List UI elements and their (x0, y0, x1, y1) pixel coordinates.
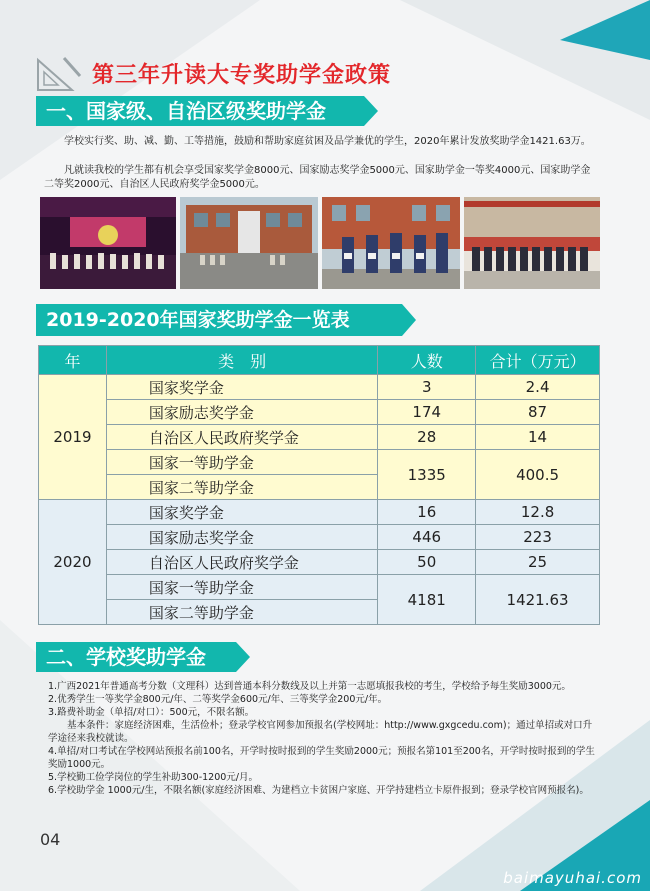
table-row (39, 450, 600, 475)
count-cell: 446 (378, 525, 476, 550)
section2-heading: 二、学校奖助学金 (36, 642, 236, 672)
rule-item: 基本条件：家庭经济困难，生活俭朴；登录学校官网参加预报名(学校网址：http://www.gxgcedu.com)；通过单招或对口升学途径来我校就读。 (48, 720, 593, 744)
table-row (39, 375, 600, 400)
count-cell: 4181 (378, 575, 476, 625)
count-cell: 1335 (378, 450, 476, 500)
table-header-row (39, 346, 600, 375)
grant-table (38, 345, 600, 625)
table-row (39, 425, 600, 450)
rule-item: 3.路费补助金（单招/对口）：500元，不限名额。 (48, 707, 255, 718)
page-header (34, 54, 634, 90)
rule-item: 4.单招/对口考试在学校网站预报名前100名，开学时按时报到的学生奖励2000元；预报名第101至200名，开学时按时报到的学生奖励1000元。 (48, 746, 595, 770)
page-title: 第三年升读大专奖助学金政策 (92, 63, 392, 88)
table-row (39, 500, 600, 525)
total-cell: 87 (476, 400, 600, 425)
students-certificates-photo (322, 197, 460, 289)
total-cell: 2.4 (476, 375, 600, 400)
table-row (39, 525, 600, 550)
column-header-count: 人数 (378, 346, 476, 375)
year-cell-2020: 2020 (39, 500, 107, 625)
rule-item: 6.学校助学金 1000元/生，不限名额(家庭经济困难、为建档立卡贫困户家庭、开学持建档立卡原件报到；登录学校官网预报名)。 (48, 785, 589, 796)
ruler-triangle-icon (34, 54, 82, 94)
category-cell: 国家二等助学金 (106, 475, 377, 500)
column-header-total: 合计（万元） (476, 346, 600, 375)
total-cell: 14 (476, 425, 600, 450)
photo-strip (40, 197, 600, 289)
total-cell: 223 (476, 525, 600, 550)
section1-paragraph-2: 凡就读我校的学生都有机会享受国家奖学金8000元、国家励志奖学金5000元、国家助学金一等奖4000元、国家助学金二等奖2000元、自治区人民政府奖学金5000元。 (44, 165, 591, 190)
group-photo (464, 197, 600, 289)
school-scholarship-rules (48, 680, 600, 797)
category-cell: 国家一等助学金 (106, 575, 377, 600)
category-cell: 自治区人民政府奖学金 (106, 425, 377, 450)
column-header-year: 年 (39, 346, 107, 375)
page-number: 04 (40, 830, 61, 849)
category-cell: 国家二等助学金 (106, 600, 377, 625)
stage-award-photo (40, 197, 176, 289)
total-cell: 400.5 (476, 450, 600, 500)
category-cell: 国家一等助学金 (106, 450, 377, 475)
watermark: baimayuhai.com (503, 869, 642, 887)
count-cell: 3 (378, 375, 476, 400)
total-cell: 1421.63 (476, 575, 600, 625)
rule-item: 2.优秀学生一等奖学金800元/年、二等奖学金600元/年、三等奖学金200元/年。 (48, 694, 388, 705)
section1-paragraph-1: 学校实行奖、助、减、勤、工等措施，鼓励和帮助家庭贫困及品学兼优的学生，2020年累计发放奖助学金1421.63万。 (64, 136, 591, 147)
count-cell: 28 (378, 425, 476, 450)
table-row (39, 400, 600, 425)
category-cell: 国家励志奖学金 (106, 525, 377, 550)
count-cell: 174 (378, 400, 476, 425)
table-row (39, 575, 600, 600)
building-steps-photo (180, 197, 318, 289)
table-title: 2019-2020年国家奖助学金一览表 (36, 304, 402, 336)
count-cell: 16 (378, 500, 476, 525)
table-row (39, 550, 600, 575)
rule-item: 5.学校勤工俭学岗位的学生补助300-1200元/月。 (48, 772, 259, 783)
count-cell: 50 (378, 550, 476, 575)
category-cell: 国家奖学金 (106, 500, 377, 525)
category-cell: 国家励志奖学金 (106, 400, 377, 425)
category-cell: 自治区人民政府奖学金 (106, 550, 377, 575)
column-header-category: 类 别 (106, 346, 377, 375)
total-cell: 25 (476, 550, 600, 575)
year-cell-2019: 2019 (39, 375, 107, 500)
category-cell: 国家奖学金 (106, 375, 377, 400)
section1-heading: 一、国家级、自治区级奖助学金 (36, 96, 364, 126)
total-cell: 12.8 (476, 500, 600, 525)
rule-item: 1.广西2021年普通高考分数（文理科）达到普通本科分数线及以上并第一志愿填报我校的考生，学校给予每生奖励3000元。 (48, 681, 571, 692)
